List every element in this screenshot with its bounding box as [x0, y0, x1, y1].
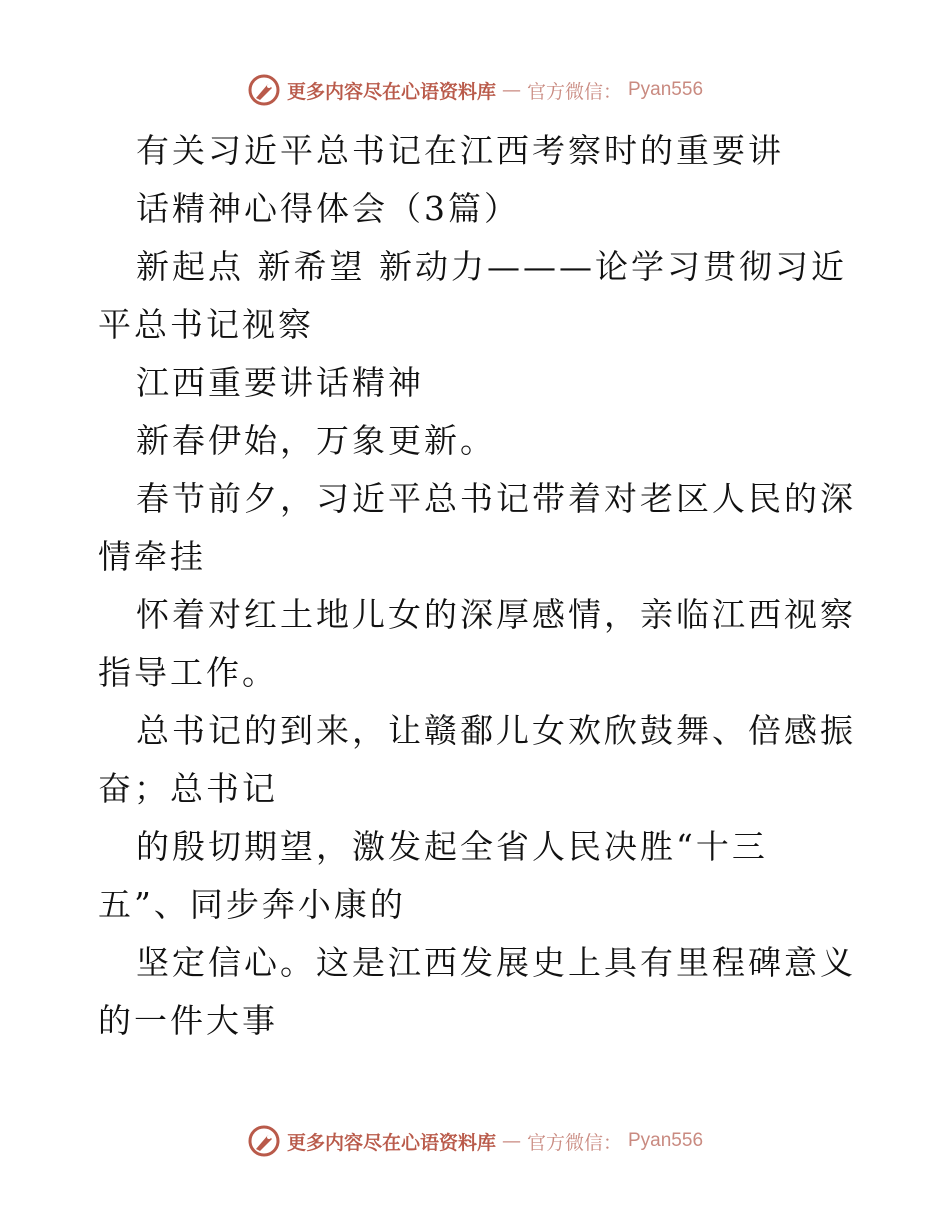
watermark-contact-label: 官方微信：: [526, 1131, 622, 1154]
watermark-contact-id: Pyan556: [628, 79, 704, 100]
watermark-separator: —: [501, 79, 521, 101]
article-heading-continued: 江西重要讲话精神: [136, 363, 424, 402]
body-paragraph: 的殷切期望，激发起全省人民决胜“十三五”、同步奔小康的: [98, 827, 768, 924]
body-paragraph: 春节前夕，习近平总书记带着对老区人民的深情牵挂: [98, 479, 856, 576]
document-title-line-2: 话精神心得体会（3篇）: [136, 189, 520, 228]
body-paragraph: 怀着对红土地儿女的深厚感情，亲临江西视察指导工作。: [98, 595, 856, 692]
body-paragraph: 总书记的到来，让赣鄱儿女欢欣鼓舞、倍感振奋；总书记: [98, 711, 856, 808]
watermark-separator: —: [501, 1130, 521, 1152]
footer-watermark: [0, 1121, 950, 1161]
watermark-brand: 更多内容尽在心语资料库: [286, 1131, 496, 1154]
pen-logo-icon: [247, 73, 281, 107]
document-body: [98, 122, 858, 1050]
article-heading: 新起点 新希望 新动力———论学习贯彻习近平总书记视察: [98, 247, 847, 344]
pen-logo-icon: [247, 1124, 281, 1158]
body-paragraph: 新春伊始，万象更新。: [136, 421, 496, 460]
watermark-contact-label: 官方微信：: [526, 80, 622, 103]
watermark-contact-id: Pyan556: [628, 1130, 704, 1151]
watermark-brand: 更多内容尽在心语资料库: [286, 80, 496, 103]
body-paragraph: 坚定信心。这是江西发展史上具有里程碑意义的一件大事: [98, 943, 856, 1040]
header-watermark: [0, 70, 950, 110]
document-title-line-1: 有关习近平总书记在江西考察时的重要讲: [136, 131, 784, 170]
